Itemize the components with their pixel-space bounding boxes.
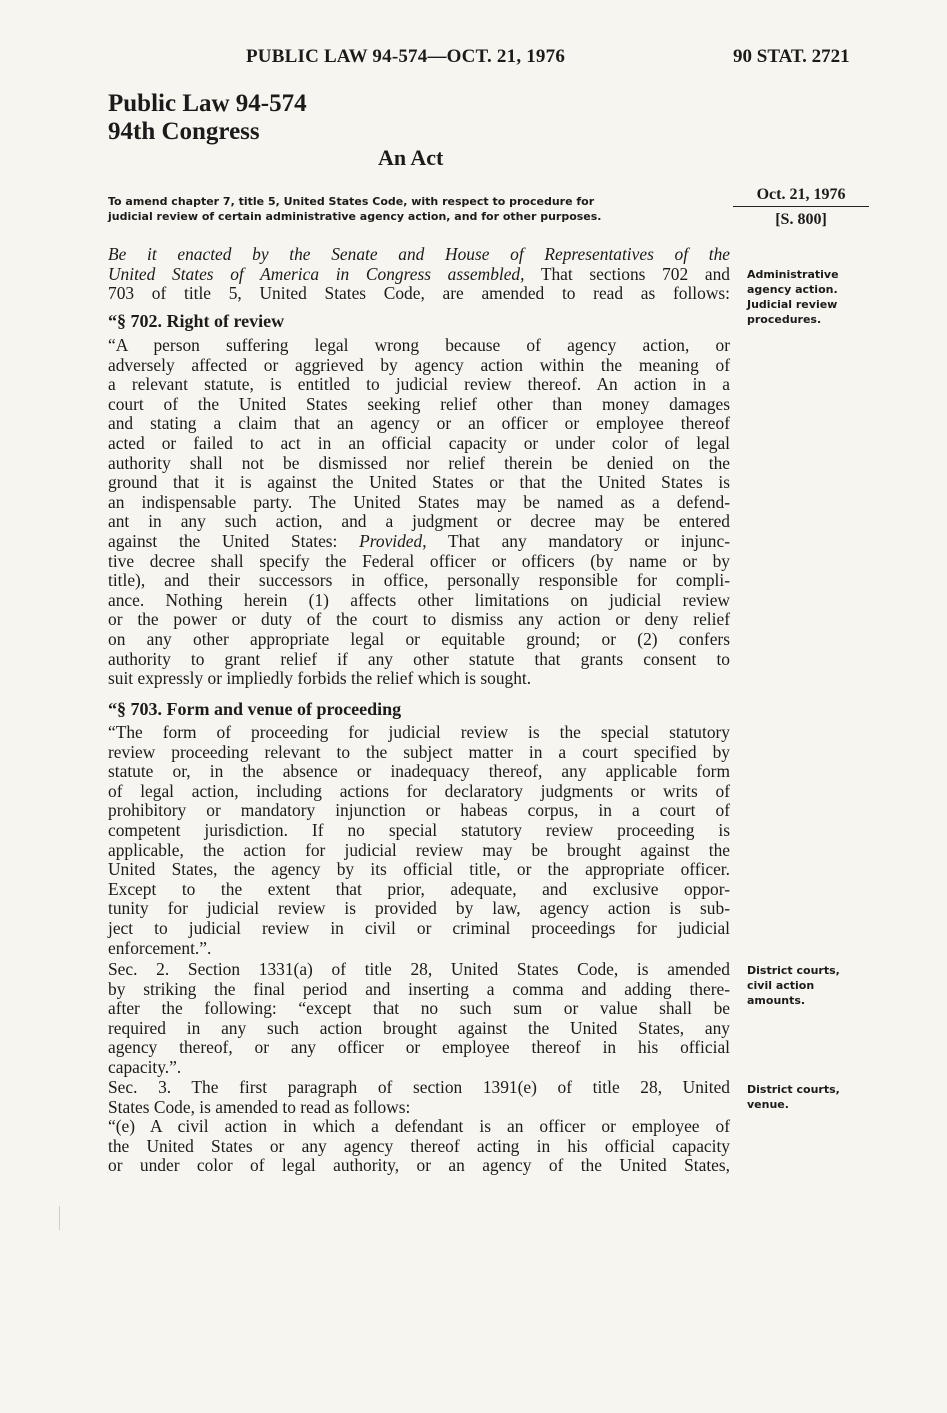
enactment-date-box bbox=[733, 186, 869, 229]
margin-note-line: Judicial review bbox=[747, 298, 838, 311]
enactment-date: Oct. 21, 1976 bbox=[733, 186, 869, 207]
text-line: tive decree shall specify the Federal officer or officers (by name or by bbox=[108, 550, 730, 571]
provided-post: , That any mandatory or injunc- bbox=[422, 530, 730, 551]
text-line: ground that it is against the United States or that the United States is bbox=[108, 472, 730, 493]
public-law-number: Public Law 94-574 bbox=[108, 90, 307, 117]
text-line: or under color of legal authority, or an agency of the United States, bbox=[108, 1155, 730, 1176]
text-line: and stating a claim that an agency or an officer or employee thereof bbox=[108, 413, 730, 434]
enacting-text: That sections 702 and bbox=[524, 263, 730, 284]
text-line: or the power or duty of the court to dismiss any action or deny relief bbox=[108, 609, 730, 630]
scan-artifact bbox=[59, 1206, 60, 1230]
text-line: authority to grant relief if any other statute that grants consent to bbox=[108, 648, 730, 669]
margin-note-line: District courts, bbox=[747, 1083, 840, 1096]
text-line: agency thereof, or any officer or employee thereof in his official bbox=[108, 1037, 730, 1058]
text-line: “A person suffering legal wrong because of agency action, or bbox=[108, 335, 730, 355]
margin-note-line: amounts. bbox=[747, 994, 806, 1007]
margin-note-venue bbox=[747, 1082, 877, 1112]
text-line: the United States or any agency thereof acting in his official capacity bbox=[108, 1135, 730, 1156]
text-line: by striking the final period and inserting a comma and adding there- bbox=[108, 978, 730, 999]
text-line: on any other appropriate legal or equitable ground; or (2) confers bbox=[108, 628, 730, 649]
enacting-line: Be it enacted by the Senate and House of Representatives of the bbox=[108, 244, 730, 264]
text-line: an indispensable party. The United States may be named as a defend- bbox=[108, 491, 730, 512]
enacting-clause bbox=[108, 245, 730, 304]
text-line: Sec. 3. The first paragraph of section 1391(e) of title 28, United bbox=[108, 1077, 730, 1097]
text-line: enforcement.”. bbox=[108, 937, 212, 958]
margin-note-administrative bbox=[747, 267, 877, 327]
text-line: of legal action, including actions for declaratory judgments or writs of bbox=[108, 780, 730, 801]
statute-page-reference: 90 STAT. 2721 bbox=[733, 46, 850, 67]
margin-note-line: Administrative bbox=[747, 268, 839, 281]
section-3-body bbox=[108, 1078, 730, 1176]
text-line: “The form of proceeding for judicial review is the special statutory bbox=[108, 722, 730, 742]
bill-number: [S. 800] bbox=[775, 211, 827, 228]
running-head: PUBLIC LAW 94-574—OCT. 21, 1976 bbox=[246, 46, 566, 67]
section-702-heading: “§ 702. Right of review bbox=[108, 311, 285, 331]
text-line bbox=[108, 532, 730, 552]
margin-note-line: District courts, bbox=[747, 964, 840, 977]
text-line: review proceeding relevant to the subject matter in a court specified by bbox=[108, 741, 730, 762]
text-line: competent jurisdiction. If no special statutory review proceeding is bbox=[108, 819, 730, 840]
text-line: statute or, in the absence or inadequacy thereof, any applicable form bbox=[108, 761, 730, 782]
section-703-heading: “§ 703. Form and venue of proceeding bbox=[108, 699, 402, 719]
purpose-line: judicial review of certain administrative agency action, and for other purposes. bbox=[108, 210, 602, 223]
enacting-italic: United States of America in Congress assembled, bbox=[108, 263, 525, 284]
text-line: applicable, the action for judicial review may be brought against the bbox=[108, 839, 730, 860]
congress-number: 94th Congress bbox=[108, 118, 260, 145]
text-line: adversely affected or aggrieved by agency action within the meaning of bbox=[108, 354, 730, 375]
enacting-line: 703 of title 5, United States Code, are amended to read as follows: bbox=[108, 283, 730, 304]
text-line: title), and their successors in office, personally responsible for compli- bbox=[108, 570, 730, 591]
act-purpose bbox=[108, 194, 728, 224]
text-line: United States, the agency by its official title, or the appropriate officer. bbox=[108, 859, 730, 880]
purpose-line: To amend chapter 7, title 5, United States Code, with respect to procedure for bbox=[108, 195, 595, 208]
margin-note-line: procedures. bbox=[747, 313, 822, 326]
section-2-body bbox=[108, 960, 730, 1078]
text-line: prohibitory or mandatory injunction or habeas corpus, in a court of bbox=[108, 800, 730, 821]
text-line: required in any such action brought against the United States, any bbox=[108, 1017, 730, 1038]
text-line: tunity for judicial review is provided by law, agency action is sub- bbox=[108, 898, 730, 919]
text-line: Sec. 2. Section 1331(a) of title 28, United States Code, is amended bbox=[108, 959, 730, 979]
text-line: ance. Nothing herein (1) affects other limitations on judicial review bbox=[108, 589, 730, 610]
provided-word: Provided bbox=[359, 530, 423, 551]
text-line: ject to judicial review in civil or criminal proceedings for judicial bbox=[108, 917, 730, 938]
text-line: capacity.”. bbox=[108, 1056, 182, 1077]
text-line: after the following: “except that no such sum or value shall be bbox=[108, 998, 730, 1019]
margin-note-line: civil action bbox=[747, 979, 815, 992]
margin-note-line: venue. bbox=[747, 1098, 789, 1111]
text-line: “(e) A civil action in which a defendant is an officer or employee of bbox=[108, 1116, 730, 1137]
section-702-body bbox=[108, 336, 730, 689]
text-line: Except to the extent that prior, adequate, and exclusive oppor- bbox=[108, 878, 730, 899]
text-line: States Code, is amended to read as follows: bbox=[108, 1096, 411, 1117]
text-line: suit expressly or impliedly forbids the relief which is sought. bbox=[108, 668, 532, 689]
text-line: a relevant statute, is entitled to judicial review thereof. An action in a bbox=[108, 374, 730, 395]
provided-pre: against the United States: bbox=[108, 530, 360, 551]
margin-note-line: agency action. bbox=[747, 283, 838, 296]
text-line: authority shall not be dismissed nor relief therein be denied on the bbox=[108, 452, 730, 473]
section-703-body bbox=[108, 723, 730, 958]
act-heading: An Act bbox=[378, 145, 444, 170]
text-line: ant in any such action, and a judgment or decree may be entered bbox=[108, 511, 730, 532]
text-line: acted or failed to act in an official capacity or under color of legal bbox=[108, 432, 730, 453]
margin-note-civil-action-amounts bbox=[747, 963, 877, 1008]
enacting-line bbox=[108, 265, 730, 285]
text-line: court of the United States seeking relief other than money damages bbox=[108, 393, 730, 414]
